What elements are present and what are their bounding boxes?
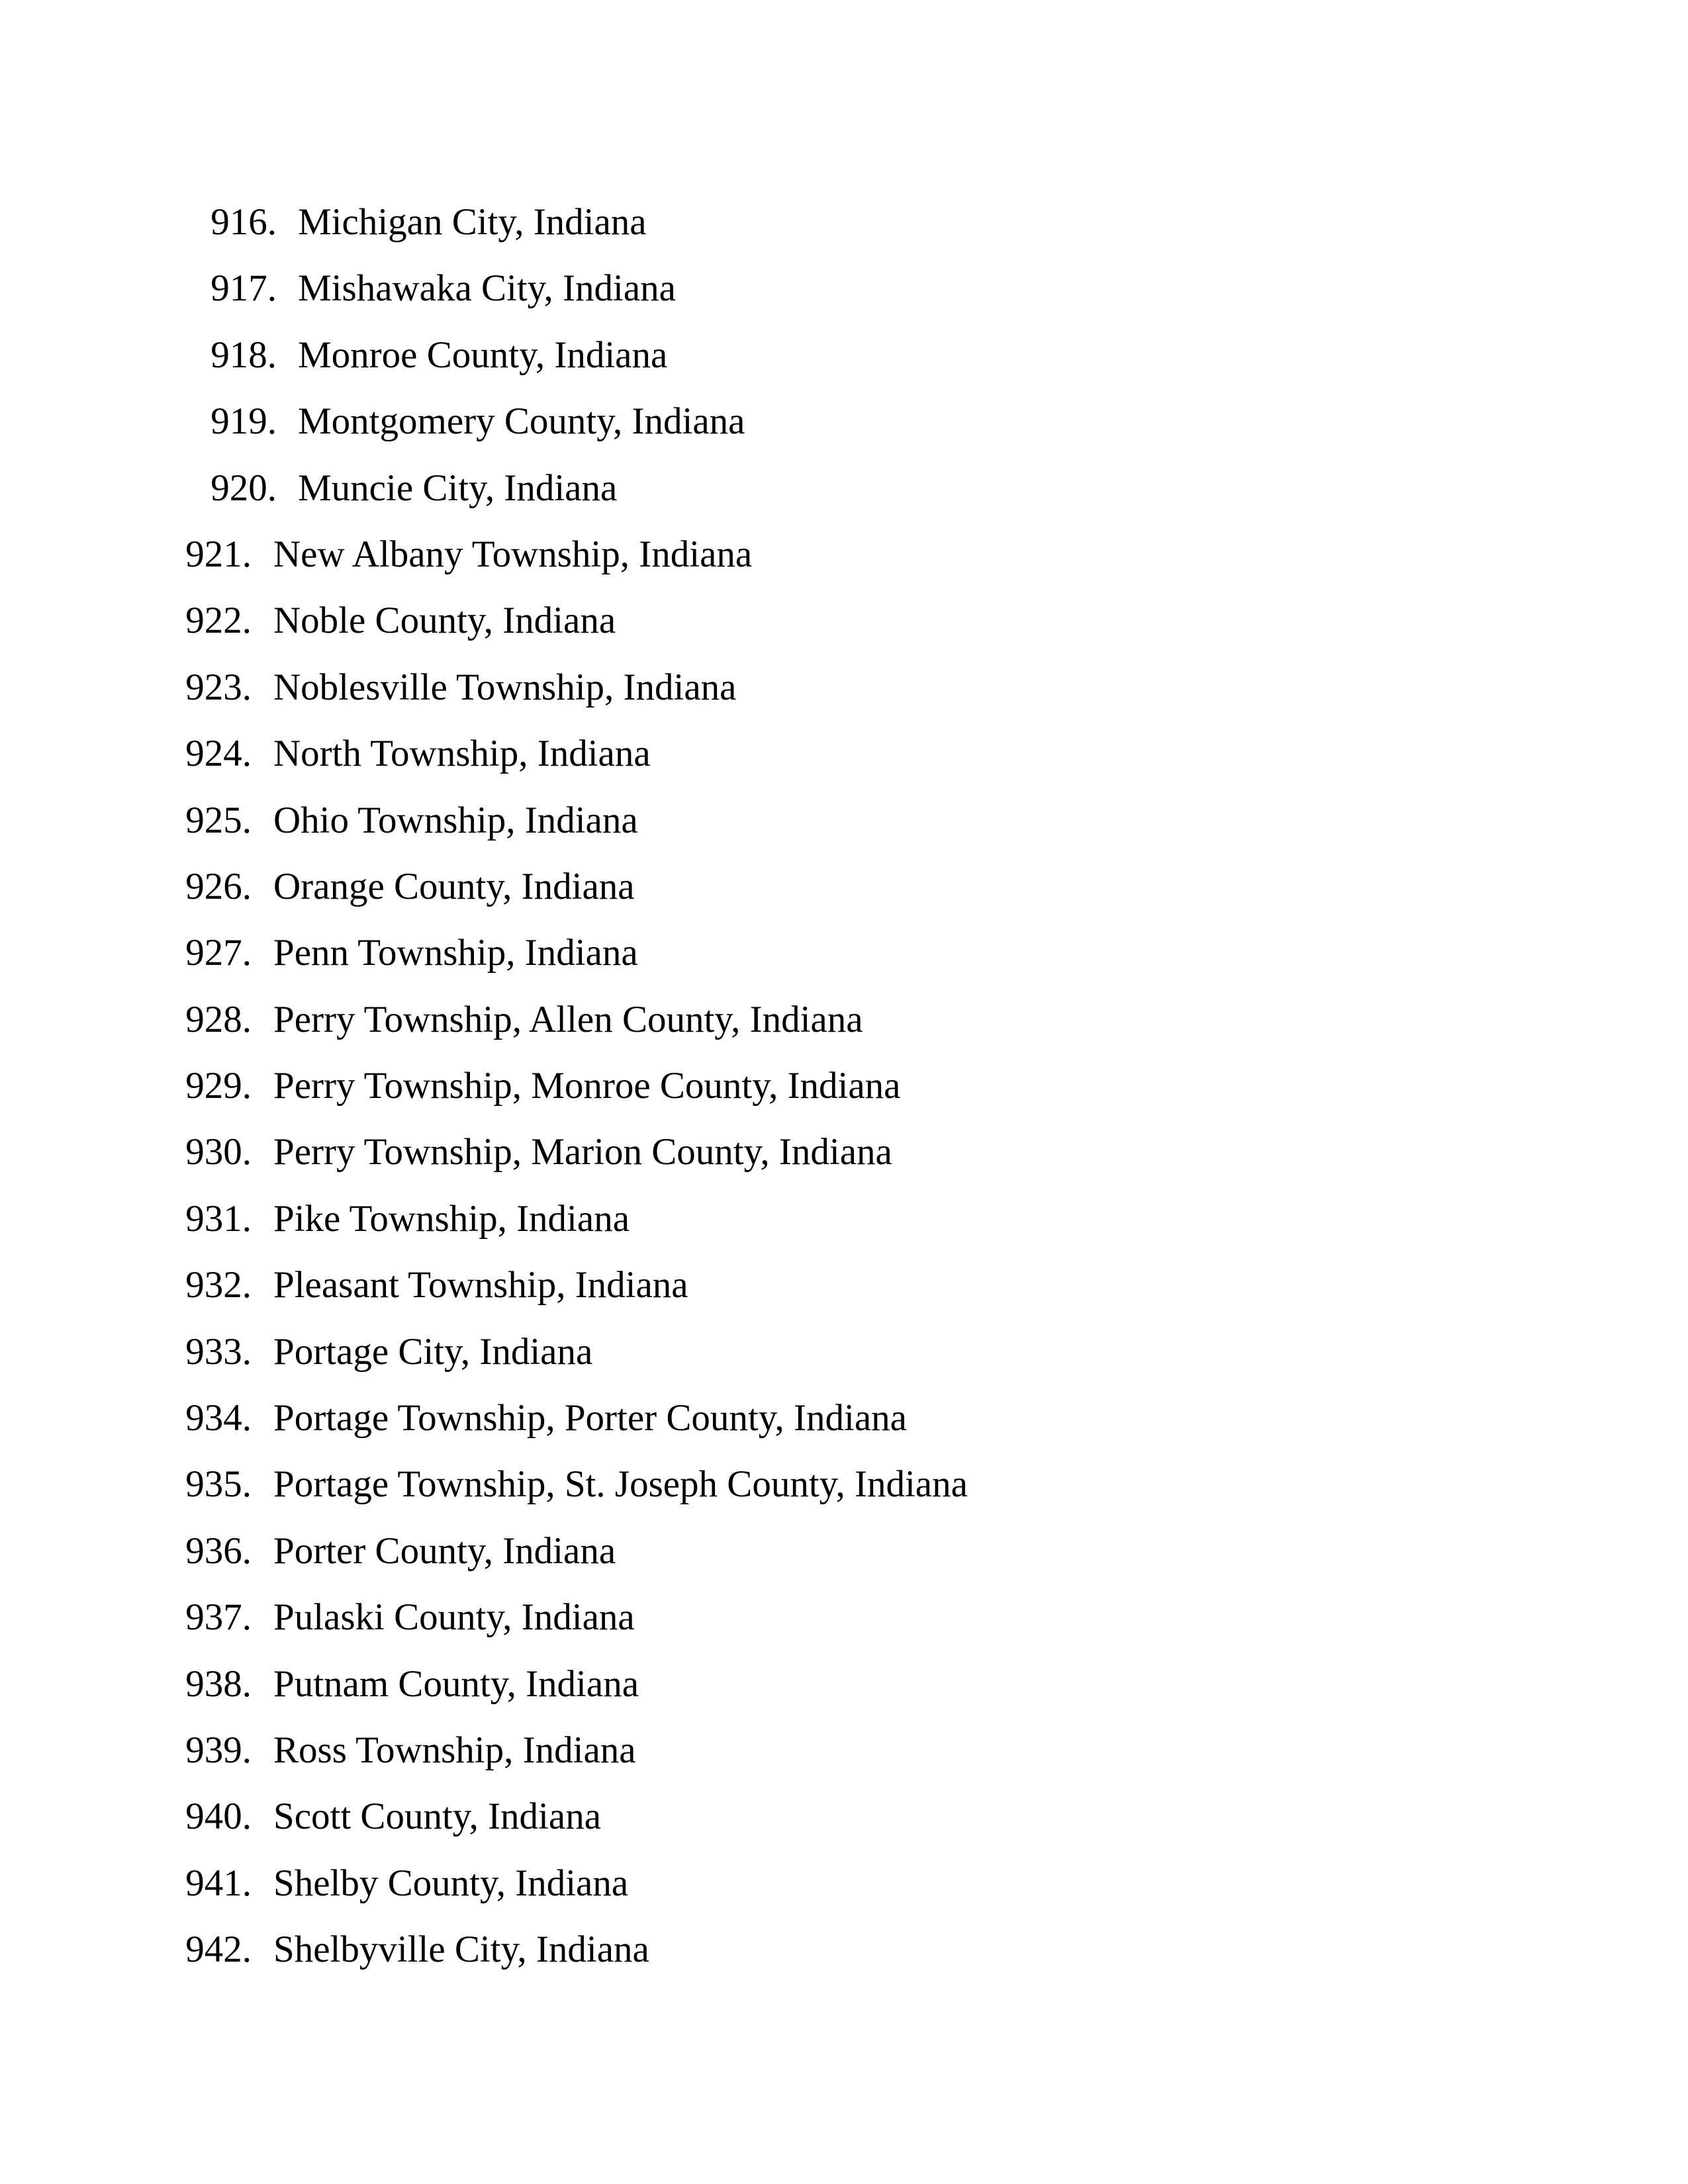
- list-item-number: 920.: [211, 467, 277, 509]
- list-item-number: 941.: [185, 1862, 252, 1904]
- list-item-text: Perry Township, Monroe County, Indiana: [273, 1065, 901, 1107]
- list-item: [0, 1186, 1688, 1252]
- list-item-number: 940.: [185, 1796, 252, 1838]
- list-item: [0, 1717, 1688, 1784]
- list-item-text: Noblesville Township, Indiana: [273, 666, 737, 708]
- list-item: [0, 1451, 1688, 1518]
- list-item-text: Shelbyville City, Indiana: [273, 1929, 649, 1971]
- list-item-number: 926.: [185, 865, 252, 907]
- list-item-text: Pike Township, Indiana: [273, 1197, 630, 1240]
- list-item-number: 925.: [185, 799, 252, 841]
- list-item-number: 924.: [185, 733, 252, 775]
- list-item-text: Porter County, Indiana: [273, 1529, 616, 1572]
- list-item-number: 933.: [185, 1330, 252, 1373]
- list-item-number: 936.: [185, 1529, 252, 1572]
- list-item-text: Ross Township, Indiana: [273, 1729, 636, 1771]
- list-item-text: Perry Township, Allen County, Indiana: [273, 998, 863, 1040]
- list-item-number: 922.: [185, 600, 252, 642]
- list-item-text: Monroe County, Indiana: [298, 334, 668, 376]
- list-item: [0, 788, 1688, 854]
- list-item-text: New Albany Township, Indiana: [273, 533, 753, 575]
- list-item-text: Scott County, Indiana: [273, 1796, 601, 1838]
- numbered-list: [0, 189, 1688, 1983]
- list-item: [0, 1053, 1688, 1119]
- list-item-number: 928.: [185, 998, 252, 1040]
- list-item-text: Orange County, Indiana: [273, 865, 635, 907]
- list-item: [0, 189, 1688, 255]
- list-item: [0, 920, 1688, 986]
- list-item-text: Michigan City, Indiana: [298, 201, 647, 243]
- list-item: [0, 1385, 1688, 1451]
- list-item-text: Ohio Township, Indiana: [273, 799, 638, 841]
- list-item-number: 931.: [185, 1197, 252, 1240]
- list-item-number: 927.: [185, 932, 252, 974]
- list-item: [0, 1252, 1688, 1318]
- list-item: [0, 721, 1688, 787]
- list-item-text: Putnam County, Indiana: [273, 1662, 639, 1705]
- list-item: [0, 1917, 1688, 1983]
- list-item-text: Noble County, Indiana: [273, 600, 616, 642]
- list-item-number: 939.: [185, 1729, 252, 1771]
- list-item-number: 930.: [185, 1131, 252, 1173]
- list-item-text: Shelby County, Indiana: [273, 1862, 629, 1904]
- list-item-number: 917.: [211, 267, 277, 310]
- list-item-number: 921.: [185, 533, 252, 575]
- list-item: [0, 1518, 1688, 1584]
- list-item-text: Portage Township, St. Joseph County, Indiana: [273, 1463, 968, 1506]
- list-item: [0, 1584, 1688, 1651]
- list-item-number: 919.: [211, 400, 277, 443]
- list-item: [0, 1784, 1688, 1850]
- list-item-number: 923.: [185, 666, 252, 708]
- list-item-number: 934.: [185, 1397, 252, 1439]
- list-item: [0, 388, 1688, 455]
- list-item: [0, 1850, 1688, 1917]
- list-item-text: North Township, Indiana: [273, 733, 651, 775]
- list-item: [0, 522, 1688, 588]
- list-item-number: 942.: [185, 1929, 252, 1971]
- list-item: [0, 255, 1688, 322]
- list-item-text: Mishawaka City, Indiana: [298, 267, 676, 310]
- list-item-number: 918.: [211, 334, 277, 376]
- list-item: [0, 1119, 1688, 1185]
- list-item-number: 937.: [185, 1596, 252, 1639]
- list-item-text: Portage Township, Porter County, Indiana: [273, 1397, 907, 1439]
- list-item: [0, 1319, 1688, 1385]
- list-item-number: 929.: [185, 1065, 252, 1107]
- list-item-text: Portage City, Indiana: [273, 1330, 593, 1373]
- list-item: [0, 854, 1688, 920]
- list-item-number: 935.: [185, 1463, 252, 1506]
- list-item-text: Pulaski County, Indiana: [273, 1596, 635, 1639]
- list-item-text: Montgomery County, Indiana: [298, 400, 745, 443]
- list-item-number: 916.: [211, 201, 277, 243]
- list-item: [0, 987, 1688, 1053]
- list-item: [0, 322, 1688, 388]
- list-item: [0, 455, 1688, 522]
- list-item: [0, 1651, 1688, 1717]
- list-item-text: Perry Township, Marion County, Indiana: [273, 1131, 892, 1173]
- list-item-text: Muncie City, Indiana: [298, 467, 618, 509]
- list-item-text: Penn Township, Indiana: [273, 932, 638, 974]
- list-item: [0, 655, 1688, 721]
- list-item: [0, 588, 1688, 654]
- list-item-number: 932.: [185, 1264, 252, 1306]
- list-item-number: 938.: [185, 1662, 252, 1705]
- list-item-text: Pleasant Township, Indiana: [273, 1264, 688, 1306]
